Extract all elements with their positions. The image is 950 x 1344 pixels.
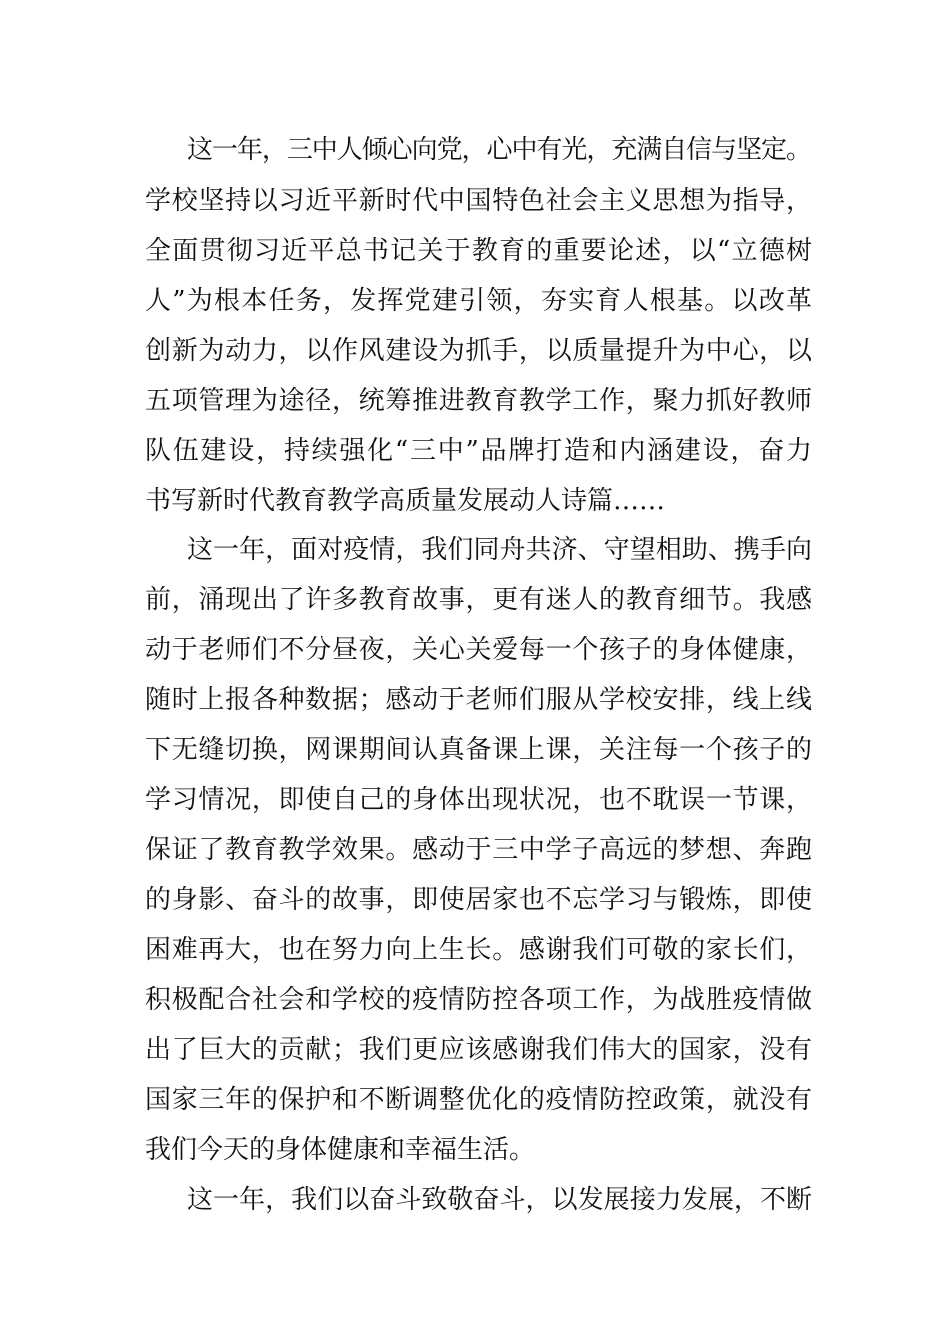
paragraph-line: 队伍建设，持续强化“三中”品牌打造和内涵建设，奋力	[145, 436, 814, 466]
paragraph-line: 的身影、奋斗的故事，即使居家也不忘学习与锻炼，即使	[145, 885, 813, 915]
paragraph-line: 国家三年的保护和不断调整优化的疫情防控政策，就没有	[145, 1085, 813, 1115]
paragraph-line: 前，涌现出了许多教育故事，更有迷人的教育细节。我感	[145, 585, 813, 615]
paragraph-line: 积极配合社会和学校的疫情防控各项工作，为战胜疫情做	[145, 985, 813, 1015]
paragraph-line: 学习情况，即使自己的身体出现状况，也不耽误一节课，	[145, 785, 813, 815]
paragraph-line: 保证了教育教学效果。感动于三中学子高远的梦想、奔跑	[145, 835, 813, 865]
paragraph-line: 书写新时代教育教学高质量发展动人诗篇……	[145, 486, 666, 516]
paragraph-line: 这一年，我们以奋斗致敬奋斗，以发展接力发展，不断	[187, 1185, 813, 1215]
paragraph-line: 困难再大，也在努力向上生长。感谢我们可敬的家长们，	[145, 935, 813, 965]
paragraph-line: 全面贯彻习近平总书记关于教育的重要论述，以“立德树	[145, 236, 814, 266]
paragraph-line: 五项管理为途径，统筹推进教育教学工作，聚力抓好教师	[145, 386, 813, 416]
paragraph-line: 创新为动力，以作风建设为抓手，以质量提升为中心，以	[145, 336, 813, 366]
paragraph-line: 下无缝切换，网课期间认真备课上课，关注每一个孩子的	[145, 735, 813, 765]
paragraph-line: 动于老师们不分昼夜，关心关爱每一个孩子的身体健康，	[145, 635, 813, 665]
paragraph-line: 这一年，三中人倾心向党，心中有光，充满自信与坚定。	[187, 135, 811, 165]
paragraph-line: 出了巨大的贡献；我们更应该感谢我们伟大的国家，没有	[145, 1035, 813, 1065]
paragraph-line: 随时上报各种数据；感动于老师们服从学校安排，线上线	[145, 685, 813, 715]
paragraph-line: 学校坚持以习近平新时代中国特色社会主义思想为指导，	[145, 186, 813, 216]
paragraph-line: 人”为根本任务，发挥党建引领，夯实育人根基。以改革	[145, 286, 814, 316]
paragraph-line: 我们今天的身体健康和幸福生活。	[145, 1135, 536, 1165]
paragraph-line: 这一年，面对疫情，我们同舟共济、守望相助、携手向	[187, 535, 813, 565]
